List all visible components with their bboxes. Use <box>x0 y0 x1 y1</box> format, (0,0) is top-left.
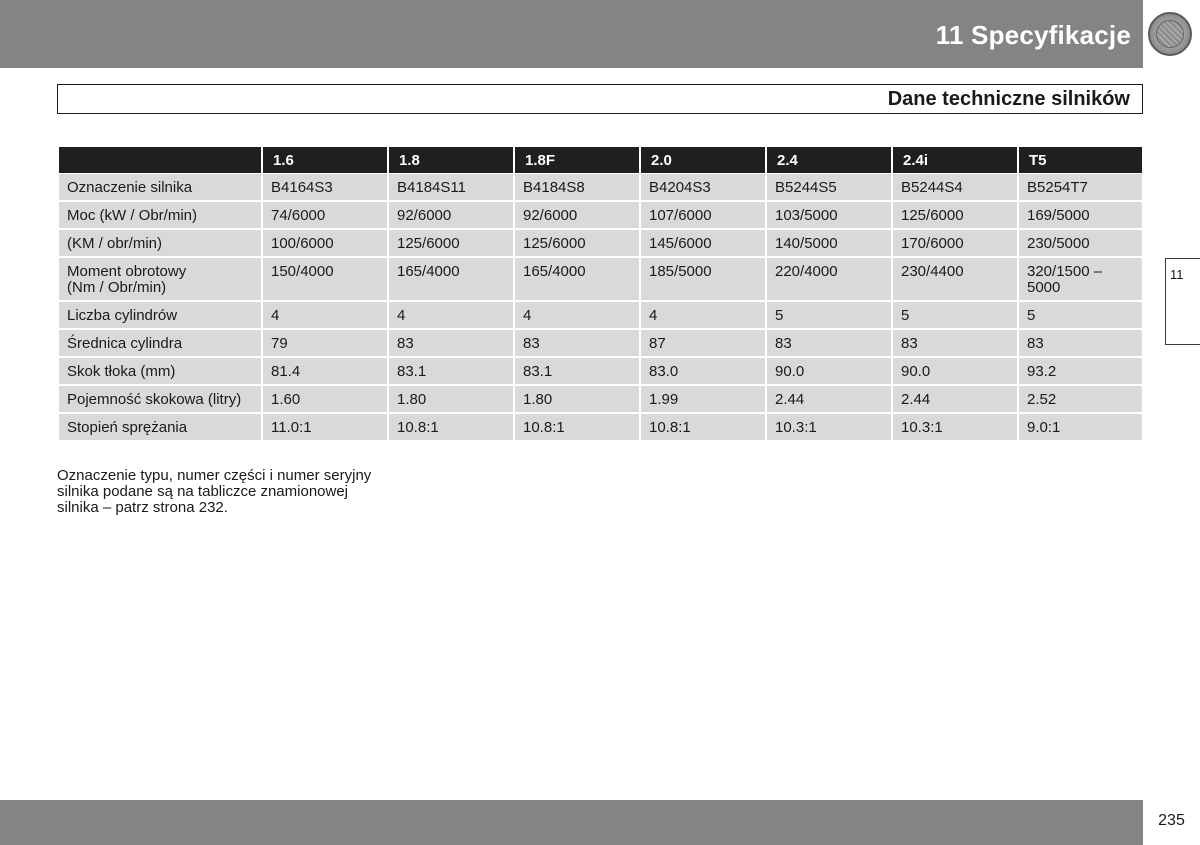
table-cell: 79 <box>263 330 387 358</box>
table-cell: 1.80 <box>515 386 639 414</box>
column-header: 1.8 <box>389 147 513 174</box>
table-cell: 4 <box>515 302 639 330</box>
row-label: Skok tłoka (mm) <box>59 358 261 386</box>
table-cell: 10.8:1 <box>389 414 513 442</box>
table-cell: 83 <box>515 330 639 358</box>
table-cell: 230/5000 <box>1019 230 1142 258</box>
row-label: Stopień sprężania <box>59 414 261 442</box>
cell-line: 320/1500 – <box>1027 263 1103 280</box>
table-cell: 92/6000 <box>515 202 639 230</box>
table-cell: 83.1 <box>389 358 513 386</box>
table-cell: 83 <box>1019 330 1142 358</box>
row-label <box>59 258 261 302</box>
table-cell: 92/6000 <box>389 202 513 230</box>
table-row <box>59 330 1142 358</box>
table-cell: 81.4 <box>263 358 387 386</box>
table-row <box>59 258 1142 302</box>
row-label: (KM / obr/min) <box>59 230 261 258</box>
row-label: Oznaczenie silnika <box>59 174 261 202</box>
table-cell: 90.0 <box>767 358 891 386</box>
table-cell: B5244S4 <box>893 174 1017 202</box>
table-cell: B5244S5 <box>767 174 891 202</box>
engine-identification-note <box>57 468 417 516</box>
table-cell: 220/4000 <box>767 258 891 302</box>
table-cell: B4184S11 <box>389 174 513 202</box>
chapter-side-tab <box>1165 258 1200 345</box>
table-row <box>59 230 1142 258</box>
table-cell: 150/4000 <box>263 258 387 302</box>
column-header: T5 <box>1019 147 1142 174</box>
column-header: 2.4 <box>767 147 891 174</box>
table-row <box>59 174 1142 202</box>
table-cell: 1.99 <box>641 386 765 414</box>
table-cell: 10.8:1 <box>641 414 765 442</box>
table-cell: 107/6000 <box>641 202 765 230</box>
table-cell: 4 <box>263 302 387 330</box>
table-cell: 2.44 <box>893 386 1017 414</box>
table-cell: 169/5000 <box>1019 202 1142 230</box>
engine-spec-table <box>57 147 1144 442</box>
table-cell: 170/6000 <box>893 230 1017 258</box>
table-cell: 4 <box>641 302 765 330</box>
cell-line: 5000 <box>1027 279 1061 296</box>
table-cell: 10.3:1 <box>893 414 1017 442</box>
row-label: Liczba cylindrów <box>59 302 261 330</box>
note-line: Oznaczenie typu, numer części i numer seryjny <box>57 467 372 484</box>
table-cell: 2.52 <box>1019 386 1142 414</box>
table-cell: B4164S3 <box>263 174 387 202</box>
column-header <box>59 147 261 174</box>
table-cell: 4 <box>389 302 513 330</box>
table-row <box>59 202 1142 230</box>
table-cell: 5 <box>893 302 1017 330</box>
footer-bar <box>0 800 1143 845</box>
table-cell: 125/6000 <box>893 202 1017 230</box>
table-cell: 83 <box>767 330 891 358</box>
table-cell: 10.3:1 <box>767 414 891 442</box>
column-header: 1.6 <box>263 147 387 174</box>
note-line: silnika podane są na tabliczce znamionowej <box>57 483 349 500</box>
table-cell: 125/6000 <box>515 230 639 258</box>
page-number: 235 <box>1158 812 1185 829</box>
table-cell: B4184S8 <box>515 174 639 202</box>
table-cell: 9.0:1 <box>1019 414 1142 442</box>
header-bar <box>0 0 1143 68</box>
table-cell: 100/6000 <box>263 230 387 258</box>
table-cell: 83.1 <box>515 358 639 386</box>
table-cell: 83.0 <box>641 358 765 386</box>
note-line: silnika – patrz strona 232. <box>57 499 228 516</box>
table-cell: 93.2 <box>1019 358 1142 386</box>
side-tab-label: 11 <box>1170 267 1184 282</box>
column-header: 1.8F <box>515 147 639 174</box>
table-cell: 125/6000 <box>389 230 513 258</box>
section-heading-box <box>57 84 1143 114</box>
table-cell: B5254T7 <box>1019 174 1142 202</box>
table-cell: 103/5000 <box>767 202 891 230</box>
table-cell: 11.0:1 <box>263 414 387 442</box>
row-label: Pojemność skokowa (litry) <box>59 386 261 414</box>
table-row <box>59 358 1142 386</box>
column-header: 2.4i <box>893 147 1017 174</box>
chapter-title: 11 Specyfikacje <box>935 20 1131 50</box>
table-header-row <box>59 147 1142 174</box>
table-cell: B4204S3 <box>641 174 765 202</box>
table-cell: 2.44 <box>767 386 891 414</box>
table-cell: 87 <box>641 330 765 358</box>
table-cell: 165/4000 <box>515 258 639 302</box>
volvo-logo-icon <box>1148 12 1192 56</box>
row-label-line: (Nm / Obr/min) <box>67 279 167 296</box>
table-cell: 1.60 <box>263 386 387 414</box>
table-cell: 5 <box>1019 302 1142 330</box>
table-cell: 165/4000 <box>389 258 513 302</box>
table-cell: 83 <box>389 330 513 358</box>
table-cell: 1.80 <box>389 386 513 414</box>
table-cell <box>1019 258 1142 302</box>
table-row <box>59 386 1142 414</box>
table-cell: 90.0 <box>893 358 1017 386</box>
table-cell: 10.8:1 <box>515 414 639 442</box>
table-cell: 83 <box>893 330 1017 358</box>
logo-center <box>1156 20 1184 48</box>
table-cell: 185/5000 <box>641 258 765 302</box>
table-row <box>59 302 1142 330</box>
row-label: Średnica cylindra <box>59 330 261 358</box>
row-label-line: Moment obrotowy <box>67 263 187 280</box>
table-cell: 5 <box>767 302 891 330</box>
table-cell: 230/4400 <box>893 258 1017 302</box>
table-cell: 140/5000 <box>767 230 891 258</box>
table-cell: 74/6000 <box>263 202 387 230</box>
row-label: Moc (kW / Obr/min) <box>59 202 261 230</box>
table-row <box>59 414 1142 442</box>
table-cell: 145/6000 <box>641 230 765 258</box>
column-header: 2.0 <box>641 147 765 174</box>
section-title: Dane techniczne silników <box>887 88 1130 110</box>
